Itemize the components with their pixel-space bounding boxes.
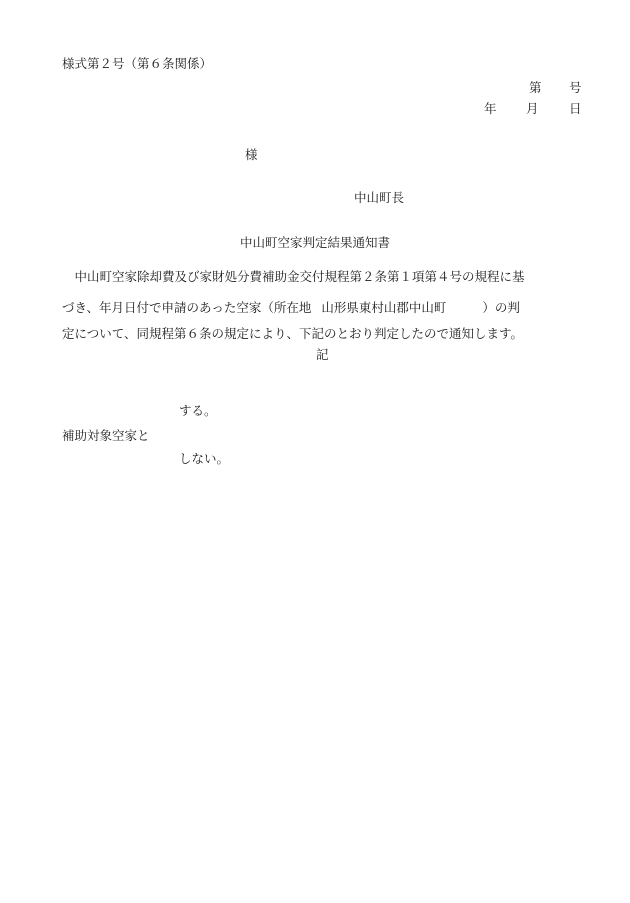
document-title: 中山町空家判定結果通知書 xyxy=(240,235,391,250)
body-text-line-3: 定について、同規程第６条の規定により、下記のとおり判定したので通知します。 xyxy=(62,326,524,341)
document-number-prefix: 第 xyxy=(529,80,542,95)
body-text-line-1: 中山町空家除却費及び家財処分費補助金交付規程第２条第１項第４号の規程に基 xyxy=(62,269,525,284)
date-day-label: 日 xyxy=(569,101,582,116)
judgment-option-no: しない。 xyxy=(179,451,230,466)
form-number-label: 様式第２号（第６条関係） xyxy=(62,56,213,71)
issuer-name: 中山町長 xyxy=(354,190,405,205)
property-address: 山形県東村山郡中山町 xyxy=(321,300,447,315)
document-number-suffix: 号 xyxy=(569,80,582,95)
judgment-subject: 補助対象空家と xyxy=(62,428,150,443)
body-text-line-2-part-a: づき、年月日付で申請のあった空家（所在地 xyxy=(62,300,312,315)
addressee-honorific: 様 xyxy=(245,147,258,162)
date-month-label: 月 xyxy=(526,101,539,116)
ki-heading: 記 xyxy=(316,347,329,362)
body-text-line-2 xyxy=(62,302,520,315)
judgment-option-yes: する。 xyxy=(179,403,217,418)
date-year-label: 年 xyxy=(484,101,497,116)
body-text-line-2-part-c: ）の判 xyxy=(482,300,520,315)
